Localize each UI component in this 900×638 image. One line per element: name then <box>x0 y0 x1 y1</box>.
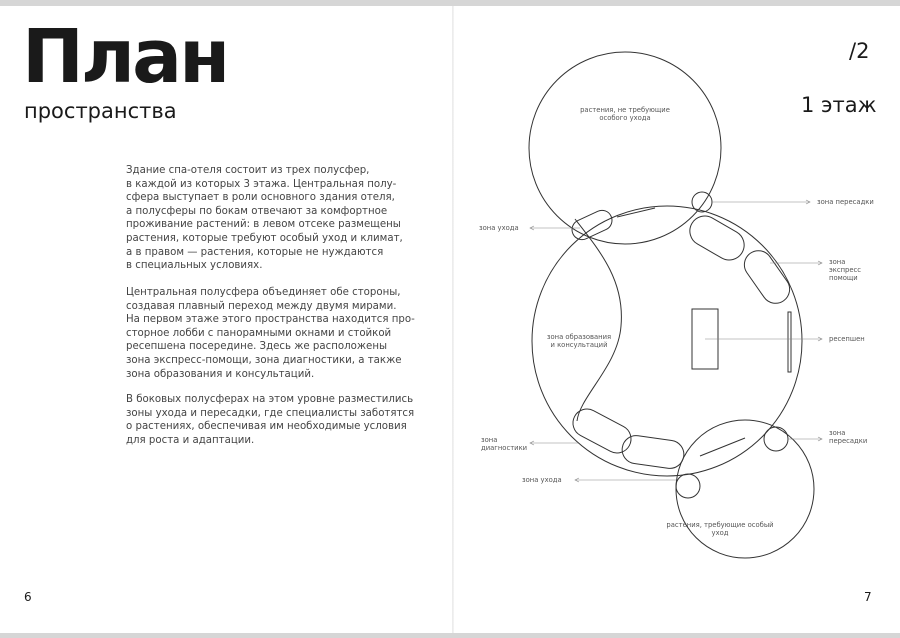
label-diagnostics-2: диагностики <box>481 444 528 452</box>
label-transplant-top: зона пересадки <box>817 198 874 206</box>
paragraph-2: Центральная полусфера объединяет обе стороны, создавая плавный переход между двумя мирами. На первом этаже этого пространства находится про- сторное лобби с панорамными окнами и стойкой ресепшена посередине. Здесь же расположены зона экспресс-помощи, зона диагностики, а также зона образования и консультаций. <box>126 287 415 380</box>
label-express-1: зона <box>829 258 846 266</box>
label-reception: ресепшен <box>829 335 865 343</box>
label-care-left: зона ухода <box>479 224 519 232</box>
education-zone-wall <box>575 219 621 421</box>
page-title: План <box>22 14 228 100</box>
label-diagnostics-1: зона <box>481 436 498 444</box>
care-circle-bottom <box>676 474 700 498</box>
label-top-dome-1: растения, не требующие <box>580 106 670 114</box>
label-care-bottom: зона ухода <box>522 476 562 484</box>
transplant-pill-top <box>569 207 616 243</box>
booklet-spread <box>0 6 900 633</box>
label-bottom-dome-1: растения, требующие особый <box>666 521 774 529</box>
window-bottom <box>700 438 745 456</box>
label-education-1: зона образования <box>546 333 612 341</box>
diagnostics-pill-2 <box>620 434 685 470</box>
floor-label: 1 этаж <box>801 93 877 117</box>
bottom-dome-outline <box>676 420 814 558</box>
paragraph-1: Здание спа-отеля состоит из трех полусфер, в каждой из которых 3 этажа. Центральная полу- сфера выступает в роли основного здания отеля, а полусферы по бокам отвечают за комфортное проживание растений: в левом отсеке размещены растения, которые требуют особый уход и климат, а в правом — растения, которые не нуждаются в специальных условиях. <box>126 165 403 272</box>
paragraph-3: В боковых полусферах на этом уровне разместились зоны ухода и пересадки, где специалисты заботятся о растениях, обеспечивая им необходимые условия для роста и адаптации. <box>126 394 415 446</box>
label-education-2: и консультаций <box>550 341 608 349</box>
window-right <box>788 312 791 372</box>
floor-plan-diagram <box>0 6 900 633</box>
express-pill-2 <box>739 245 795 309</box>
page-number-left: 6 <box>24 590 32 604</box>
transplant-circle-top <box>692 192 712 212</box>
label-transplant-bottom-1: зона <box>829 429 846 437</box>
express-pill-1 <box>684 211 749 266</box>
label-express-2: экспресс <box>829 266 861 274</box>
page-subtitle: пространства <box>24 99 177 123</box>
label-transplant-bottom-2: пересадки <box>829 437 868 445</box>
label-express-3: помощи <box>829 274 858 282</box>
diagnostics-pill <box>568 404 636 458</box>
label-bottom-dome-2: уход <box>711 529 729 537</box>
page-number-right: 7 <box>864 590 872 604</box>
label-top-dome-2: особого ухода <box>599 114 651 122</box>
transplant-circle-bottom <box>764 427 788 451</box>
section-number: /2 <box>849 39 870 63</box>
